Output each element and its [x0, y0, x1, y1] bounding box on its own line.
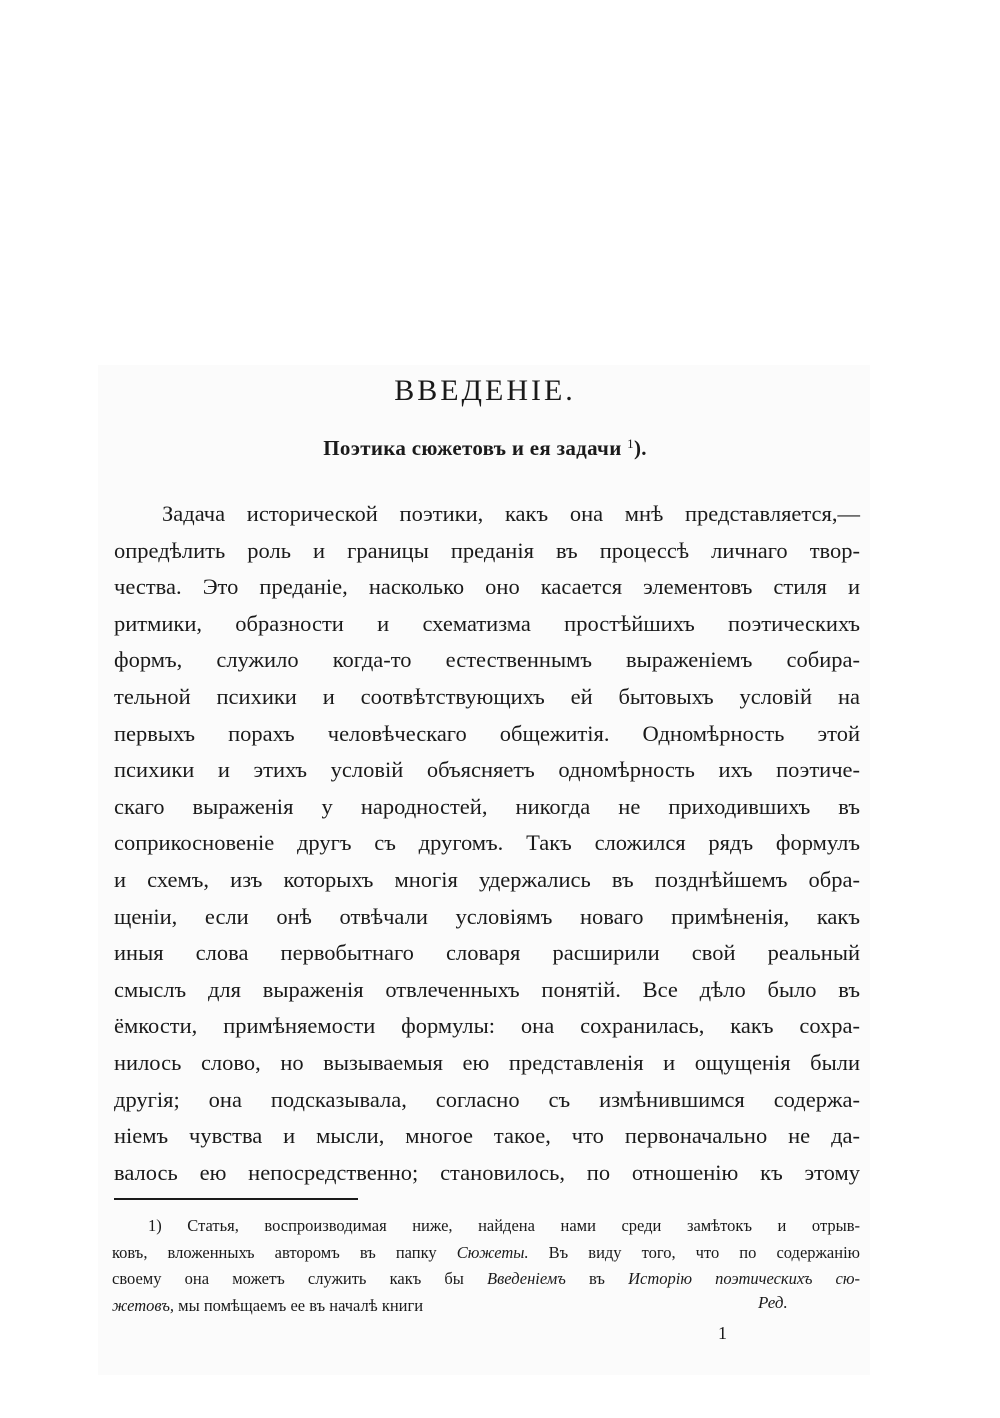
body-line: ніемъ чувства и мысли, многое такое, что первоначально не да- [114, 1123, 860, 1149]
footnote [112, 1213, 860, 1319]
body-line: психики и этихъ условій объясняетъ одномѣрность ихъ поэтиче- [114, 757, 860, 783]
footnote-text: въ [565, 1269, 629, 1288]
body-line: тельной психики и соотвѣтствующихъ ей бытовыхъ условій на [114, 683, 860, 709]
footnote-divider [114, 1198, 358, 1200]
body-line: опредѣлить роль и границы преданія въ процессѣ личнаго твор- [114, 537, 860, 563]
footnote-italic-title: Введеніемъ [487, 1269, 566, 1288]
footnote-text: ковъ, вложенныхъ авторомъ въ папку [112, 1242, 457, 1262]
chapter-title: ВВЕДЕНІЕ. [394, 374, 576, 407]
footnote-text: Въ виду того, что по содержанію [528, 1242, 860, 1262]
body-line: соприкосновеніе другъ съ другомъ. Такъ сложился рядъ формулъ [114, 830, 860, 856]
body-line: первыхъ порахъ человѣческаго общежитія. Одномѣрность этой [114, 720, 860, 746]
body-line: смыслъ для выраженія отвлеченныхъ понятій. Все дѣло было въ [114, 976, 860, 1002]
subtitle-text: Поэтика сюжетовъ и ея задачи [323, 436, 622, 460]
body-line: Задача исторической поэтики, какъ она мнѣ представляется,— [162, 501, 860, 526]
footnote-italic-title: Исторію поэтическихъ сю- [628, 1269, 860, 1288]
footnote-text: мы помѣщаемъ ее въ началѣ книги [174, 1295, 424, 1315]
footnote-line [112, 1293, 860, 1320]
footnote-italic-title: жетовъ, [112, 1295, 175, 1315]
footnote-italic-title: Сюжеты. [456, 1242, 529, 1262]
chapter-subtitle [0, 436, 970, 461]
body-line: и схемъ, изъ которыхъ многія удержались въ позднѣйшемъ обра- [114, 866, 860, 892]
footnote-line [112, 1240, 860, 1267]
body-line: формъ, служило когда-то естественнымъ выраженіемъ собира- [114, 647, 860, 673]
footnote-text: своему она можетъ служить какъ бы [112, 1269, 488, 1288]
editor-signature: Ред. [758, 1293, 788, 1312]
body-line: нилось слово, но вызываемыя ею представленія и ощущенія были [114, 1049, 860, 1075]
body-line: иныя слова первобытнаго словаря расширили свой реальный [114, 940, 860, 966]
body-line: другія; она подсказывала, согласно съ измѣнившимся содержа- [114, 1086, 860, 1112]
subtitle-closing: ). [633, 436, 647, 460]
body-line: скаго выраженія у народностей, никогда не приходившихъ въ [114, 793, 860, 819]
page-number: 1 [718, 1323, 727, 1343]
footnote-line: 1) Статья, воспроизводимая ниже, найдена нами среди замѣтокъ и отрыв- [148, 1216, 860, 1235]
body-line: ритмики, образности и схематизма простѣйшихъ поэтическихъ [114, 610, 860, 636]
footnote-reference: 1 [627, 436, 634, 451]
body-line: чества. Это преданіе, насколько оно касается элементовъ стиля и [114, 574, 860, 600]
body-line: ёмкости, примѣняемости формулы: она сохранилась, какъ сохра- [114, 1013, 860, 1039]
body-line: щеніи, если онѣ отвѣчали условіямъ новаго примѣненія, какъ [114, 903, 860, 929]
body-line: валось ею непосредственно; становилось, по отношенію къ этому [114, 1159, 860, 1185]
body-paragraph [114, 496, 860, 1191]
footnote-line [112, 1266, 860, 1293]
